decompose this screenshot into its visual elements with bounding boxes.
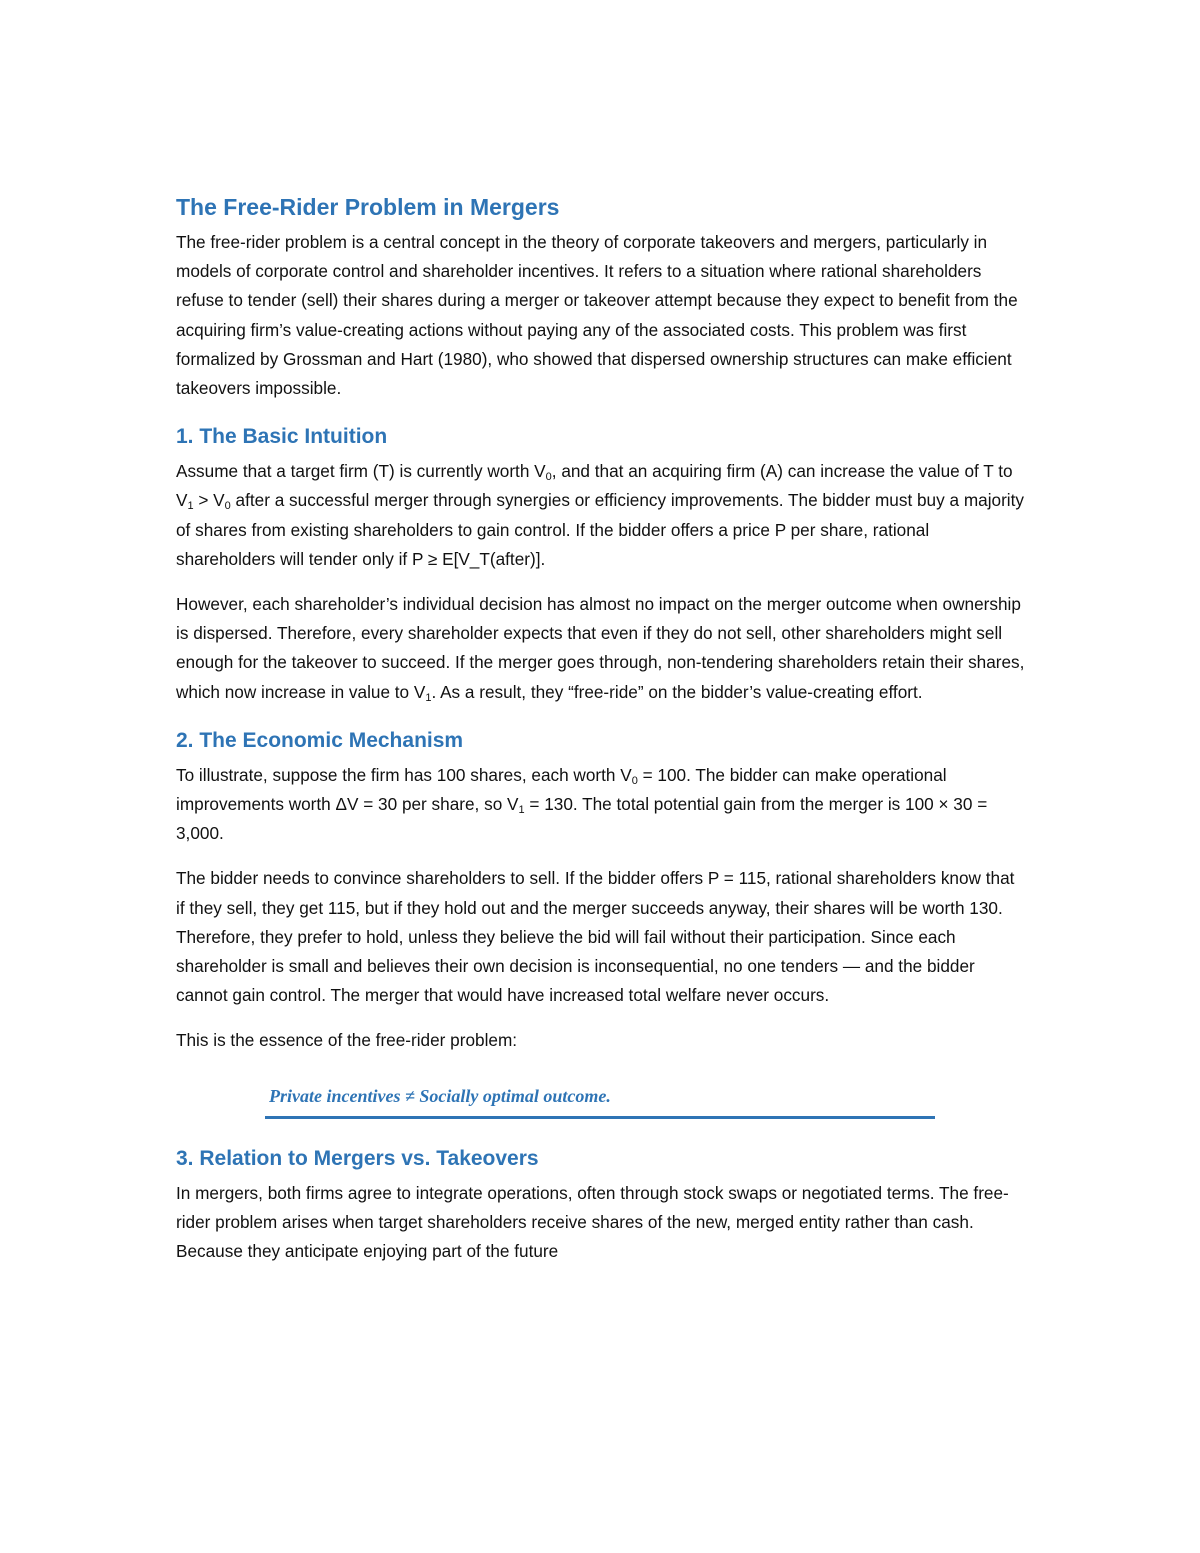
paragraph: To illustrate, suppose the firm has 100 shares, each worth $V_0 = 100$. The bidder can make operational improvements worth ΔV = 30 per share, so $V_1 = 130$. The total potential gain from the merger is 100 × 30 = 3,000. (176, 764, 988, 844)
intense-quote (265, 1072, 935, 1119)
paragraph: In mergers, both firms agree to integrate operations, often through stock swaps or negotiated terms. The free-rider problem arises when target shareholders receive shares of the new, merged entity rather than cash. Because they anticipate enjoying part of the future (176, 1182, 1009, 1262)
document-page (176, 192, 1026, 1266)
paragraph: This is the essence of the free-rider problem: (176, 1030, 518, 1051)
paragraph: The bidder needs to convince shareholders to sell. If the bidder offers P = 115, rational shareholders know that if they sell, they get 115, but if they hold out and the merger succeeds anyway, their shares will be worth 130. Therefore, they prefer to hold, unless they believe the bid will fail without their participation. Since each shareholder is small and believes their own decision is inconsequential, no one tenders — and the bidder cannot gain control. The merger that would have increased total welfare never occurs. (176, 868, 1015, 1006)
document-title: The Free-Rider Problem in Mergers (176, 194, 560, 220)
section-basic-intuition (176, 423, 1026, 707)
section-mergers-vs-takeovers (176, 1145, 1026, 1267)
section-economic-mechanism (176, 727, 1026, 1119)
intro-paragraph: The free-rider problem is a central concept in the theory of corporate takeovers and mergers, particularly in models of corporate control and shareholder incentives. It refers to a situation where rational shareholders refuse to tender (sell) their shares during a merger or takeover attempt because they expect to benefit from the acquiring firm’s value-creating actions without paying any of the associated costs. This problem was first formalized by Grossman and Hart (1980), who showed that dispersed ownership structures can make efficient takeovers impossible. (176, 232, 1018, 399)
paragraph: However, each shareholder’s individual decision has almost no impact on the merger outcome when ownership is dispersed. Therefore, every shareholder expects that even if they do not sell, other shareholders might sell enough for the takeover to succeed. If the merger goes through, non-tendering shareholders retain their shares, which now increase in value to $V_1$. As a result, they “free-ride” on the bidder’s value-creating effort. (176, 594, 1025, 704)
paragraph: Assume that a target firm (T) is currently worth $V_0$, and that an acquiring firm (A) can increase the value of T to $V_1 > V_0$ after a successful merger through synergies or efficiency improvements. The bidder must buy a majority of shares from existing shareholders to gain control. If the bidder offers a price P per share, rational shareholders will tender only if P ≥ E[V_T(after)]. (176, 461, 1024, 569)
quote-text: Private incentives ≠ Socially optimal outcome. (269, 1085, 611, 1106)
section-heading: 1. The Basic Intuition (176, 425, 388, 449)
section-heading: 2. The Economic Mechanism (176, 728, 464, 752)
section-heading: 3. Relation to Mergers vs. Takeovers (176, 1146, 539, 1170)
